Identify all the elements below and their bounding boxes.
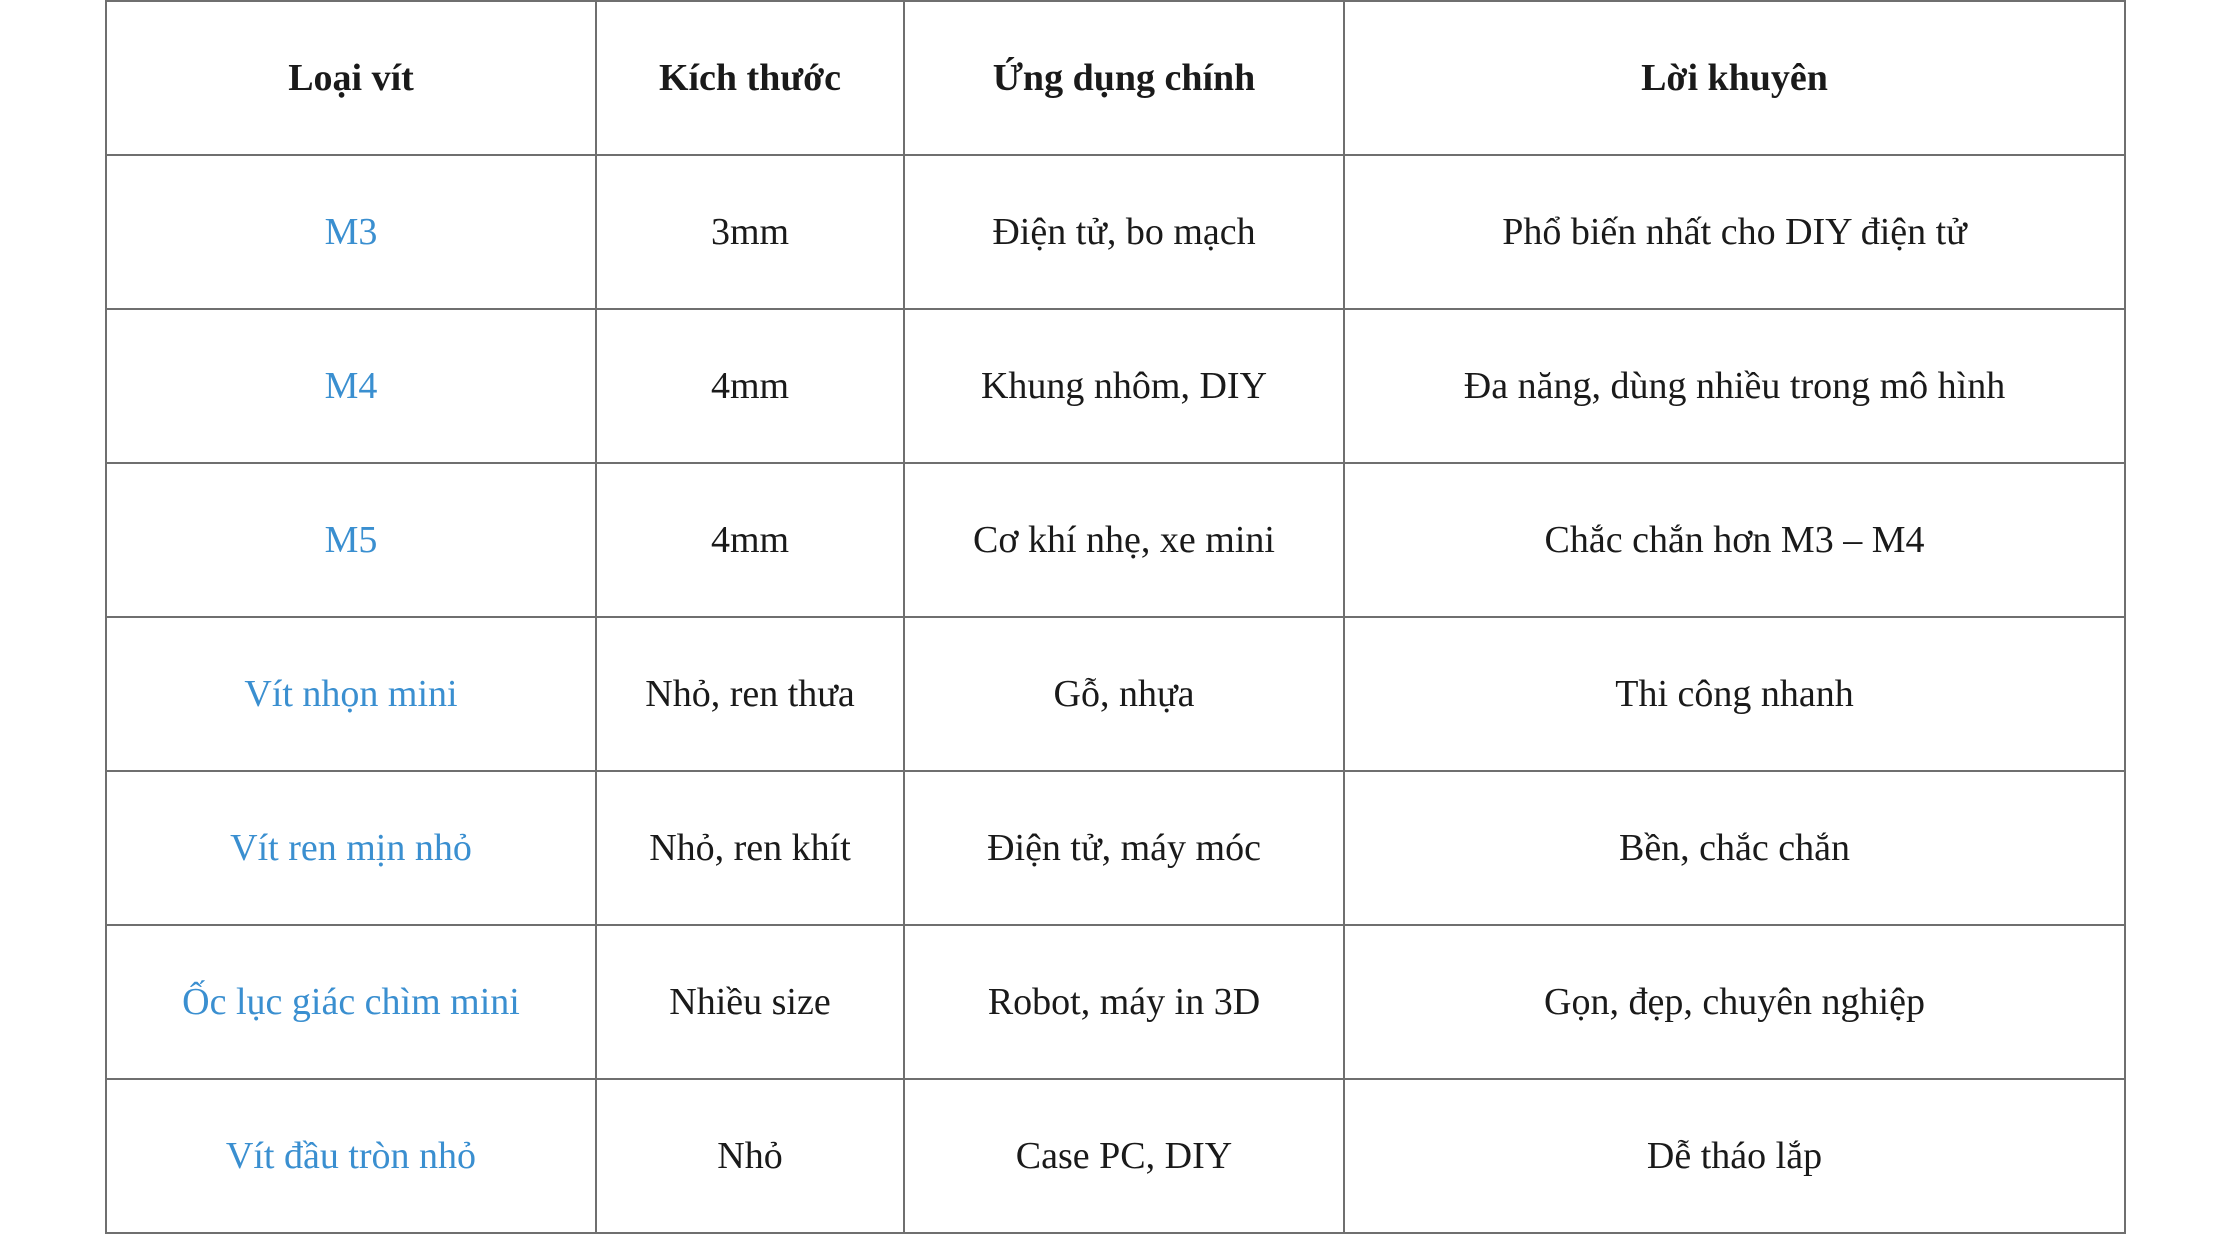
screw-types-table-container	[105, 0, 2124, 1234]
screw-type-link[interactable]: M5	[106, 463, 596, 617]
header-main-application: Ứng dụng chính	[904, 1, 1344, 155]
screw-type-link[interactable]: Vít ren mịn nhỏ	[106, 771, 596, 925]
application-cell: Điện tử, bo mạch	[904, 155, 1344, 309]
advice-cell: Dễ tháo lắp	[1344, 1079, 2125, 1233]
size-cell: 4mm	[596, 463, 904, 617]
advice-cell: Thi công nhanh	[1344, 617, 2125, 771]
application-cell: Case PC, DIY	[904, 1079, 1344, 1233]
screw-type-link[interactable]: M4	[106, 309, 596, 463]
advice-cell: Phổ biến nhất cho DIY điện tử	[1344, 155, 2125, 309]
application-cell: Gỗ, nhựa	[904, 617, 1344, 771]
table-row	[106, 617, 2125, 771]
application-cell: Khung nhôm, DIY	[904, 309, 1344, 463]
screw-types-table	[105, 0, 2126, 1234]
header-size: Kích thước	[596, 1, 904, 155]
table-row	[106, 1079, 2125, 1233]
size-cell: Nhiều size	[596, 925, 904, 1079]
advice-cell: Gọn, đẹp, chuyên nghiệp	[1344, 925, 2125, 1079]
table-header-row	[106, 1, 2125, 155]
application-cell: Robot, máy in 3D	[904, 925, 1344, 1079]
screw-type-link[interactable]: Ốc lục giác chìm mini	[106, 925, 596, 1079]
advice-cell: Chắc chắn hơn M3 – M4	[1344, 463, 2125, 617]
size-cell: 4mm	[596, 309, 904, 463]
header-advice: Lời khuyên	[1344, 1, 2125, 155]
table-row	[106, 771, 2125, 925]
size-cell: Nhỏ	[596, 1079, 904, 1233]
header-screw-type: Loại vít	[106, 1, 596, 155]
size-cell: Nhỏ, ren khít	[596, 771, 904, 925]
table-row	[106, 925, 2125, 1079]
screw-type-link[interactable]: Vít nhọn mini	[106, 617, 596, 771]
advice-cell: Bền, chắc chắn	[1344, 771, 2125, 925]
application-cell: Cơ khí nhẹ, xe mini	[904, 463, 1344, 617]
application-cell: Điện tử, máy móc	[904, 771, 1344, 925]
table-row	[106, 463, 2125, 617]
size-cell: 3mm	[596, 155, 904, 309]
screw-type-link[interactable]: M3	[106, 155, 596, 309]
table-row	[106, 155, 2125, 309]
advice-cell: Đa năng, dùng nhiều trong mô hình	[1344, 309, 2125, 463]
size-cell: Nhỏ, ren thưa	[596, 617, 904, 771]
screw-type-link[interactable]: Vít đầu tròn nhỏ	[106, 1079, 596, 1233]
table-row	[106, 309, 2125, 463]
